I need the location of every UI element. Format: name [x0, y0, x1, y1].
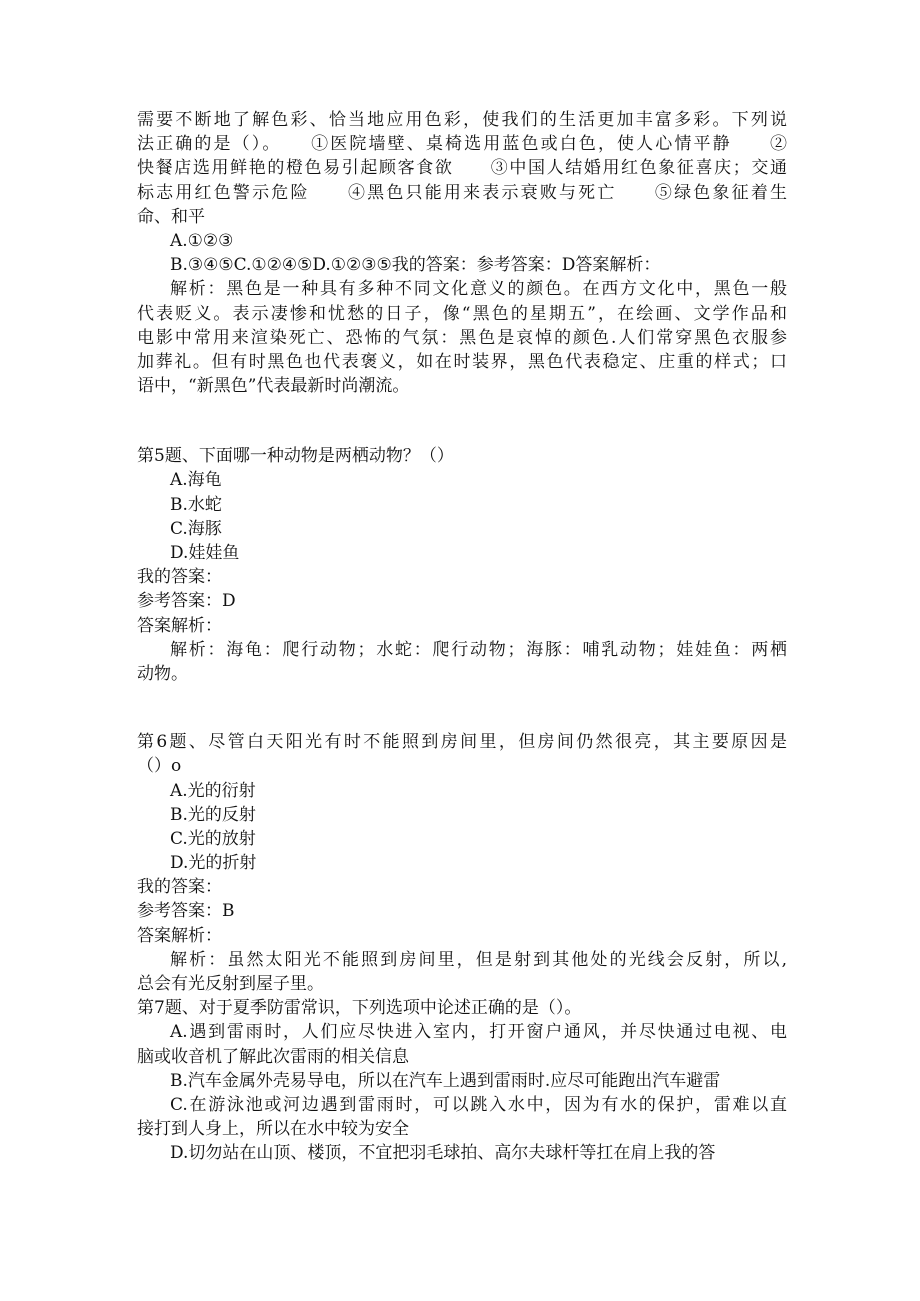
q6-reference-answer: 参考答案：B [137, 901, 235, 922]
q4-stem-line-5: 命、和平 [137, 206, 205, 227]
document-page [137, 108, 787, 1166]
q5-analysis-line-1: 解析：海龟：爬行动物；水蛇：爬行动物；海豚：哺乳动物；娃娃鱼：两栖 [170, 639, 787, 660]
q6-analysis-line-1: 解析：虽然太阳光不能照到房间里，但是射到其他处的光线会反射，所以, [170, 949, 787, 970]
q5-analysis-label: 答案解析： [137, 615, 222, 636]
q6-option-a: A.光的衍射 [170, 780, 256, 801]
q4-stem-line-1: 需要不断地了解色彩、恰当地应用色彩，使我们的生活更加丰富多彩。下列说 [137, 110, 787, 130]
q6-title-line-1: 第6题、尽管白天阳光有时不能照到房间里，但房间仍然很亮，其主要原因是 [137, 732, 787, 753]
q7-option-c-line-2: 接打到人身上，所以在水中较为安全 [137, 1119, 409, 1140]
question-7 [137, 996, 787, 1165]
q4-option-b-and-answer: B.③④⑤C.①②④⑤D.①②③⑤我的答案：参考答案：D答案解析： [170, 255, 661, 276]
question-6 [137, 730, 787, 996]
q5-option-b: B.水蛇 [170, 494, 222, 515]
q6-analysis-label: 答案解析： [137, 925, 222, 946]
q5-option-c: C.海豚 [170, 518, 222, 539]
q6-title-line-2: （）o [137, 756, 182, 777]
q6-option-d: D.光的折射 [170, 853, 257, 874]
q6-option-b: B.光的反射 [170, 804, 256, 825]
q5-option-a: A.海龟 [170, 470, 222, 491]
q4-stem-line-3: 快餐店选用鲜艳的橙色易引起顾客食欲 ③中国人结婚用红色象征喜庆；交通 [137, 158, 787, 179]
q4-analysis-line-2: 代表贬义。表示凄惨和忧愁的日子，像“黑色的星期五”，在绘画、文学作品和 [137, 303, 787, 324]
question-4 [137, 108, 787, 398]
q6-analysis-line-2: 总会有光反射到屋子里。 [137, 974, 324, 994]
q4-stem-line-2: 法正确的是（）。 ①医院墙壁、桌椅选用蓝色或白色，使人心情平静 ② [137, 134, 787, 155]
q7-title: 第7题、对于夏季防雷常识，下列选项中论述正确的是（）。 [137, 998, 582, 1019]
q5-reference-answer: 参考答案：D [137, 591, 236, 612]
q5-analysis-line-2: 动物。 [137, 663, 188, 684]
q5-my-answer: 我的答案： [137, 567, 222, 588]
spacer [137, 398, 787, 444]
q5-option-d: D.娃娃鱼 [170, 543, 240, 563]
q7-option-d: D.切勿站在山顶、楼顶，不宜把羽毛球拍、高尔夫球杆等扛在肩上我的答 [170, 1143, 716, 1164]
question-5 [137, 444, 787, 686]
q4-stem-line-4: 标志用红色警示危险 ④黑色只能用来表示衰败与死亡 ⑤绿色象征着生 [137, 182, 787, 203]
q4-option-a: A.①②③ [170, 230, 234, 251]
q7-option-a-line-1: A.遇到雷雨时，人们应尽快进入室内，打开窗户通风，并尽快通过电视、电 [170, 1022, 787, 1043]
q4-analysis-line-1: 解析：黑色是一种具有多种不同文化意义的颜色。在西方文化中，黑色一般 [170, 279, 787, 300]
q6-my-answer: 我的答案： [137, 877, 222, 898]
q4-analysis-line-3: 电影中常用来渲染死亡、恐怖的气氛：黑色是哀悼的颜色.人们常穿黑色衣服参 [137, 327, 787, 348]
q4-analysis-line-5: 语中，“新黑色”代表最新时尚潮流。 [137, 376, 410, 397]
q7-option-c-line-1: C.在游泳池或河边遇到雷雨时，可以跳入水中，因为有水的保护，雷难以直 [170, 1094, 787, 1115]
q4-analysis-line-4: 加葬礼。但有时黑色也代表褒义，如在时装界，黑色代表稳定、庄重的样式；口 [137, 351, 787, 372]
q7-option-b: B.汽车金属外壳易导电，所以在汽车上遇到雷雨时.应尽可能跑出汽车避雷 [170, 1070, 721, 1091]
q7-option-a-line-2: 脑或收音机了解此次雷雨的相关信息 [137, 1046, 409, 1067]
spacer [137, 686, 787, 730]
q5-title: 第5题、下面哪一种动物是两栖动物？（） [137, 446, 454, 467]
q6-option-c: C.光的放射 [170, 828, 256, 849]
